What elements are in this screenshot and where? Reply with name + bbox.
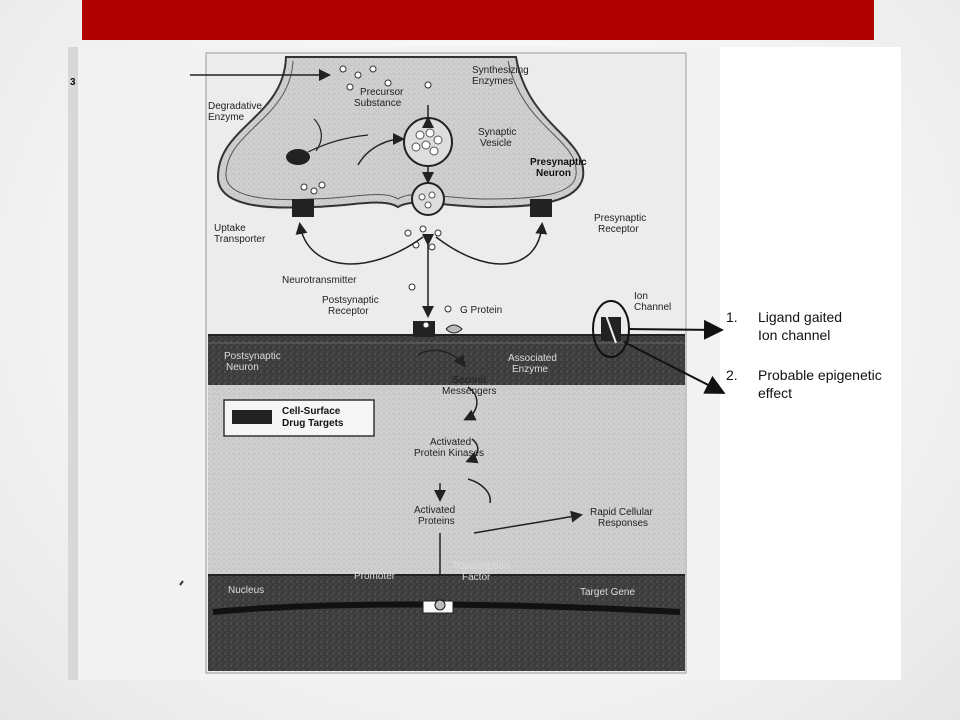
label-uptake-1: Uptake: [214, 223, 246, 234]
label-degradative-2: Enzyme: [208, 112, 245, 123]
label-vesicle-1: Synaptic: [478, 127, 517, 138]
annotation-2-line-1: Probable epigenetic: [758, 367, 882, 383]
degradative-enzyme: [286, 149, 310, 165]
label-kinases-2: Protein Kinases: [414, 448, 485, 459]
label-postsyn-receptor-2: Receptor: [328, 306, 369, 317]
annotation-list: [720, 300, 900, 420]
label-ion-channel-1: Ion: [634, 291, 648, 302]
label-assoc-enzyme-1: Associated: [508, 353, 557, 364]
label-rapid-1: Rapid Cellular: [590, 507, 653, 518]
label-second-messengers-2: Messengers: [442, 386, 497, 397]
uptake-transporter: [292, 199, 314, 217]
presynaptic-receptor: [530, 199, 552, 217]
legend-line-2: Drug Targets: [282, 418, 344, 429]
label-presyn-receptor-1: Presynaptic: [594, 213, 647, 224]
svg-text:ActivatedProteins: [414, 505, 455, 527]
label-postsyn-receptor-1: Postsynaptic: [322, 295, 379, 306]
legend-line-1: Cell-Surface: [282, 406, 341, 417]
label-postsyn-neuron-1: Postsynaptic: [224, 351, 281, 362]
label-transcription-2: Factor: [462, 572, 491, 583]
label-vesicle-2: Vesicle: [480, 138, 512, 149]
label-degradative-1: Degradative: [208, 101, 262, 112]
corner-mark: 3: [70, 77, 76, 88]
label-activated-proteins-1: Activated: [414, 505, 456, 516]
label-activated-proteins-2: Proteins: [418, 516, 455, 527]
label-ion-channel-2: Channel: [634, 302, 672, 313]
svg-text:SynapticVesicle: [478, 127, 516, 149]
scanned-diagram: [68, 47, 720, 680]
legend-swatch: [232, 410, 272, 424]
label-neurotransmitter: Neurotransmitter: [282, 275, 357, 286]
label-presynaptic-neuron-2: Neuron: [536, 168, 571, 179]
label-uptake-2: Transporter: [214, 234, 266, 245]
label-synthesizing-enzymes-1: Synthesizing: [472, 65, 529, 76]
label-synthesizing-enzymes-2: Enzymes: [472, 76, 514, 87]
label-second-messengers-1: Second: [452, 375, 486, 386]
label-promoter: Promoter: [354, 571, 396, 582]
label-g-protein: G Protein: [460, 305, 503, 316]
svg-text:PresynapticReceptor: [594, 213, 646, 235]
label-postsyn-neuron-2: Neuron: [226, 362, 259, 373]
annotation-number: 1.: [726, 309, 738, 325]
annotation-text-1: [758, 308, 842, 344]
label-presynaptic-neuron-1: Presynaptic: [530, 157, 587, 168]
svg-text:Rapid CellularResponses: [590, 507, 653, 529]
annotation-1-line-1: Ligand gaited: [758, 309, 843, 325]
label-target-gene: Target Gene: [580, 587, 636, 598]
annotation-1-line-2: Ion channel: [758, 327, 831, 343]
annotation-number: 2.: [726, 367, 738, 383]
label-precursor-1: Precursor: [360, 87, 404, 98]
svg-text:Cell-SurfaceDrug Targets: [282, 406, 344, 429]
annotation-2-line-2: effect: [758, 385, 792, 401]
label-transcription-1: Transcription: [452, 561, 510, 572]
label-kinases-1: Activated: [430, 437, 472, 448]
label-nucleus: Nucleus: [228, 585, 265, 596]
title-bar: [82, 0, 874, 40]
label-rapid-2: Responses: [598, 518, 649, 529]
label-assoc-enzyme-2: Enzyme: [512, 364, 549, 375]
label-precursor-2: Substance: [354, 98, 402, 109]
annotation-text-2: [758, 366, 882, 402]
svg-text:PrecursorSubstance: [354, 87, 404, 109]
label-presyn-receptor-2: Receptor: [598, 224, 639, 235]
